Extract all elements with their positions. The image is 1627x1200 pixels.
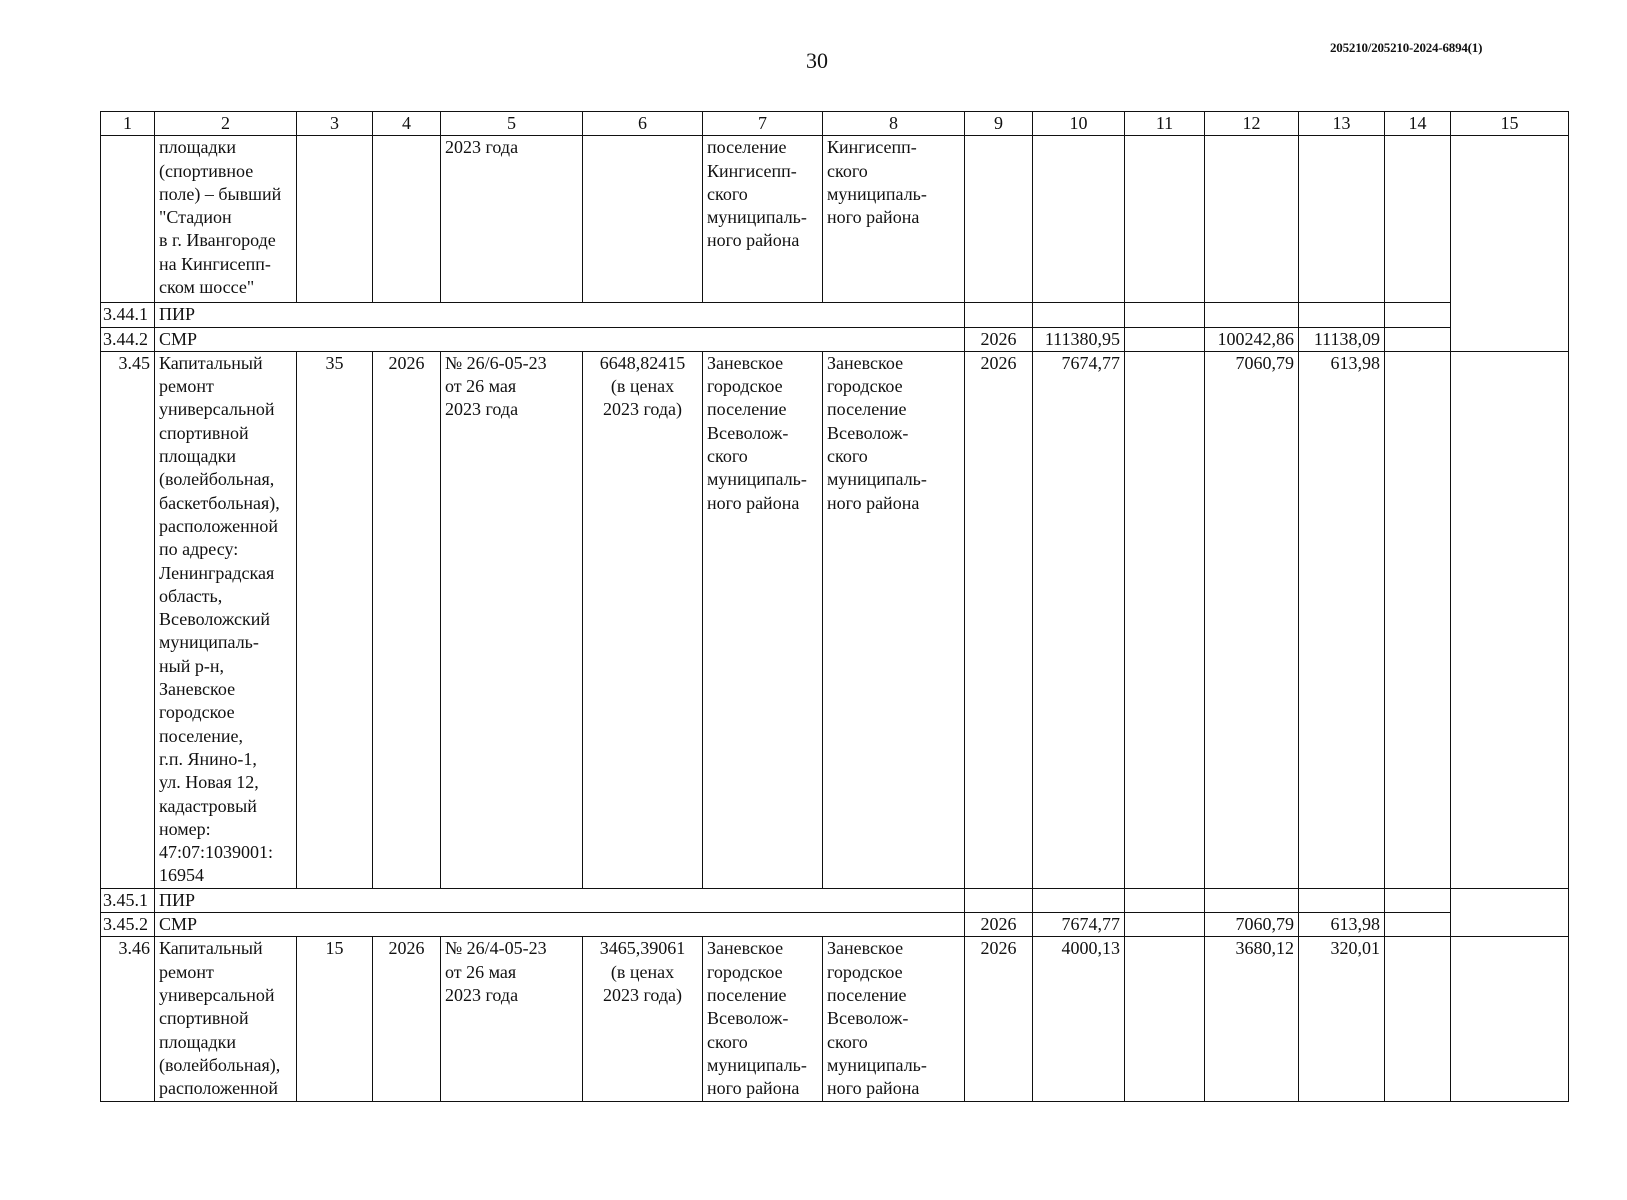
document-code: 205210/205210-2024-6894(1) xyxy=(1330,40,1483,55)
document-cell xyxy=(441,937,583,1101)
header-cell: 11 xyxy=(1125,112,1205,136)
document-text: № 26/6-05-23 от 26 мая 2023 года xyxy=(445,352,547,420)
header-cell: 12 xyxy=(1205,112,1299,136)
recipient-cell xyxy=(703,136,823,303)
row-number: 3.44.1 xyxy=(101,303,155,327)
table-row-3-44-continued xyxy=(101,136,1569,303)
owner-text: Кингисепп- ского муниципаль- ного района xyxy=(827,137,927,228)
table-cell xyxy=(1125,303,1205,327)
object-name: Капитальный ремонт универсальной спортивной площадки (волейбольная, баскетбольная), расположенной по адресу: Ленинградская область, Всеволожский муниципаль- ный р-н, Заневское городское поселение, г.п. Янино-1, ул. Новая 12, кадастровый номер: 47:07:1039001: 16954 xyxy=(159,352,280,886)
document-cell xyxy=(441,351,583,888)
header-cell: 3 xyxy=(297,112,373,136)
local-budget-cell: 11138,09 xyxy=(1299,327,1385,351)
year-cell: 2026 xyxy=(965,327,1033,351)
header-cell: 1 xyxy=(101,112,155,136)
table-cell xyxy=(1205,888,1299,912)
object-name: Капитальный ремонт универсальной спортивной площадки (волейбольная), расположенной xyxy=(159,938,281,1099)
table-cell xyxy=(1385,303,1451,327)
table-cell xyxy=(1385,327,1451,351)
year-cell: 2026 xyxy=(965,937,1033,1101)
table-cell xyxy=(1125,913,1205,937)
cost-cell xyxy=(583,937,703,1101)
table-cell xyxy=(101,136,155,303)
table-cell xyxy=(1125,937,1205,1101)
document-text: 2023 года xyxy=(445,137,519,158)
table-cell xyxy=(583,136,703,303)
table-row-3-45 xyxy=(101,351,1569,888)
row-label: ПИР xyxy=(155,303,965,327)
document-cell xyxy=(441,136,583,303)
object-name-cell xyxy=(155,937,297,1101)
header-cell: 5 xyxy=(441,112,583,136)
recipient-text: поселение Кингисепп- ского муниципаль- ного района xyxy=(707,137,807,251)
table-cell xyxy=(373,136,441,303)
recipient-cell xyxy=(703,351,823,888)
header-cell: 10 xyxy=(1033,112,1125,136)
row-number: 3.45.1 xyxy=(101,888,155,912)
table-row-3-45-1 xyxy=(101,888,1569,912)
regional-budget-cell: 100242,86 xyxy=(1205,327,1299,351)
table-row-3-46 xyxy=(101,937,1569,1101)
table-cell xyxy=(1385,913,1451,937)
row-label: СМР xyxy=(155,327,965,351)
recipient-text: Заневское городское поселение Всеволож- ского муниципаль- ного района xyxy=(707,352,807,513)
recipient-cell xyxy=(703,937,823,1101)
table-cell xyxy=(1033,888,1125,912)
total-cell: 7674,77 xyxy=(1033,913,1125,937)
row-label: ПИР xyxy=(155,888,965,912)
table-cell xyxy=(1033,303,1125,327)
column-15-cell xyxy=(1451,888,1569,937)
capacity-cell: 15 xyxy=(297,937,373,1101)
table-cell xyxy=(1385,937,1451,1101)
capacity-cell: 35 xyxy=(297,351,373,888)
header-cell: 6 xyxy=(583,112,703,136)
header-cell: 15 xyxy=(1451,112,1569,136)
table-cell xyxy=(965,303,1033,327)
table-cell xyxy=(1385,136,1451,303)
table-cell xyxy=(1385,888,1451,912)
regional-budget-cell: 3680,12 xyxy=(1205,937,1299,1101)
year-cell: 2026 xyxy=(373,937,441,1101)
total-cell: 7674,77 xyxy=(1033,351,1125,888)
table-cell xyxy=(1385,351,1451,888)
table-cell xyxy=(965,136,1033,303)
header-cell: 7 xyxy=(703,112,823,136)
header-cell: 9 xyxy=(965,112,1033,136)
object-name: площадки (спортивное поле) – бывший "Стадион в г. Ивангороде на Кингисепп- ском шоссе" xyxy=(159,137,282,298)
object-name-cell xyxy=(155,351,297,888)
row-number: 3.45 xyxy=(101,351,155,888)
owner-text: Заневское городское поселение Всеволож- ского муниципаль- ного района xyxy=(827,938,927,1099)
total-cell: 111380,95 xyxy=(1033,327,1125,351)
column-15-cell xyxy=(1451,351,1569,888)
table-cell xyxy=(1205,303,1299,327)
recipient-text: Заневское городское поселение Всеволож- ского муниципаль- ного района xyxy=(707,938,807,1099)
local-budget-cell: 613,98 xyxy=(1299,913,1385,937)
table-cell xyxy=(965,888,1033,912)
row-number: 3.44.2 xyxy=(101,327,155,351)
owner-cell xyxy=(823,351,965,888)
header-cell: 13 xyxy=(1299,112,1385,136)
data-table xyxy=(100,111,1569,1102)
header-cell: 4 xyxy=(373,112,441,136)
table-cell xyxy=(1205,136,1299,303)
local-budget-cell: 613,98 xyxy=(1299,351,1385,888)
table-cell xyxy=(1299,888,1385,912)
regional-budget-cell: 7060,79 xyxy=(1205,351,1299,888)
owner-text: Заневское городское поселение Всеволож- ского муниципаль- ного района xyxy=(827,352,927,513)
regional-budget-cell: 7060,79 xyxy=(1205,913,1299,937)
object-name-cell xyxy=(155,136,297,303)
table-cell xyxy=(1033,136,1125,303)
header-cell: 8 xyxy=(823,112,965,136)
cost-cell xyxy=(583,351,703,888)
total-cell: 4000,13 xyxy=(1033,937,1125,1101)
row-number: 3.46 xyxy=(101,937,155,1101)
page-number: 30 xyxy=(806,48,828,73)
row-label: СМР xyxy=(155,913,965,937)
table-row-3-44-2 xyxy=(101,327,1569,351)
column-15-cell xyxy=(1451,937,1569,1101)
table-cell xyxy=(1299,136,1385,303)
table-cell xyxy=(1125,351,1205,888)
table-cell xyxy=(297,136,373,303)
header-cell: 2 xyxy=(155,112,297,136)
table-cell xyxy=(1125,327,1205,351)
table-row-3-44-1 xyxy=(101,303,1569,327)
table-cell xyxy=(1125,136,1205,303)
header-row xyxy=(101,112,1569,136)
row-number: 3.45.2 xyxy=(101,913,155,937)
cost-text: 3465,39061 (в ценах 2023 года) xyxy=(599,938,686,1006)
column-15-cell xyxy=(1451,136,1569,352)
document-text: № 26/4-05-23 от 26 мая 2023 года xyxy=(445,938,547,1006)
table-row-3-45-2 xyxy=(101,913,1569,937)
owner-cell xyxy=(823,136,965,303)
table-cell xyxy=(1299,303,1385,327)
cost-text: 6648,82415 (в ценах 2023 года) xyxy=(599,352,686,420)
header-cell: 14 xyxy=(1385,112,1451,136)
year-cell: 2026 xyxy=(373,351,441,888)
local-budget-cell: 320,01 xyxy=(1299,937,1385,1101)
owner-cell xyxy=(823,937,965,1101)
year-cell: 2026 xyxy=(965,913,1033,937)
year-cell: 2026 xyxy=(965,351,1033,888)
table-cell xyxy=(1125,888,1205,912)
